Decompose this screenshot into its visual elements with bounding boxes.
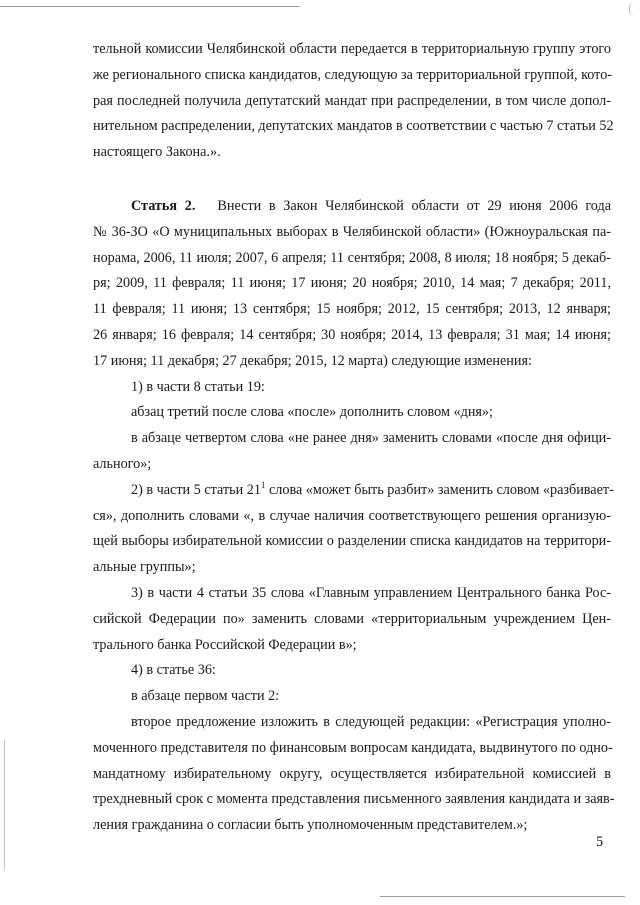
text-line: сийской Федерации по» заменить словами «территориальным учреждением Цен- <box>93 610 611 627</box>
text-fragment: 2) в части 5 статьи 21 <box>131 481 261 498</box>
text-line: абзац третий после слова «после» дополнить словом «дня»; <box>131 404 493 421</box>
text-line: № 36-ЗО «О муниципальных выборах в Челябинской области» (Южноуральская па- <box>93 223 611 240</box>
page-number: 5 <box>596 834 604 850</box>
text-line: альные группы»; <box>93 559 196 576</box>
text-line: 3) в части 4 статьи 35 слова «Главным управлением Центрального банка Рос- <box>131 584 611 601</box>
text-line: тельной комиссии Челябинской области передается в территориальную группу этого <box>93 41 611 57</box>
continuation-paragraph <box>93 37 614 166</box>
text-line: в абзаце первом части 2: <box>131 688 280 705</box>
text-line: ря; 2009, 11 февраля; 11 июня; 17 июня; 20 ноября; 2010, 14 мая; 7 декабря; 2011, <box>93 275 611 292</box>
text-line: трехдневный срок с момента представления письменного заявления кандидата и заяв- <box>93 791 615 808</box>
text-line: трального банка Российской Федерации в»; <box>93 636 357 653</box>
article-title: Статья 2. <box>131 197 196 214</box>
text-line: 26 января; 16 февраля; 14 сентября; 30 ноября; 2014, 13 февраля; 31 мая; 14 июня; <box>93 326 611 343</box>
text-line: ся», дополнить словами «, в случае наличия соответствующего решения организую- <box>93 507 611 524</box>
scan-top-edge-line <box>0 6 300 7</box>
text-line: второе предложение изложить в следующей редакции: «Регистрация уполно- <box>131 713 611 730</box>
text-line: щей выборы избирательной комиссии о разделении списка кандидатов на территори- <box>93 533 611 550</box>
text-line: мандатному избирательному округу, осуществляется избирательной комиссией в <box>93 765 611 782</box>
text-line: настоящего Закона.». <box>93 144 221 161</box>
scan-corner-mark <box>629 2 636 16</box>
text-line: норама, 2006, 11 июля; 2007, 6 апреля; 11 сентября; 2008, 8 июля; 18 ноября; 5 декаб- <box>93 249 611 266</box>
text-line: же регионального списка кандидатов, следующую за территориальной группой, кото- <box>93 66 613 83</box>
text-line: нительном распределении, депутатских мандатов в соответствии с частью 7 статьи 52 <box>93 118 614 135</box>
article-2 <box>93 194 611 375</box>
text-line: в абзаце четвертом слова «не ранее дня» заменить словами «после дня офици- <box>131 430 611 447</box>
superscript-index: 1 <box>260 479 266 490</box>
item-2-first-line <box>93 478 614 504</box>
text-line: рая последней получила депутатский мандат при распределении, в том числе допол- <box>93 92 611 109</box>
document-body <box>93 37 615 839</box>
text-fragment: слова «может быть разбит» заменить словом «разбивает- <box>265 481 614 498</box>
amendment-item-2 <box>93 478 614 581</box>
text-line: моченного представителя по финансовым вопросам кандидата, выдвинутого по одно- <box>93 739 613 756</box>
text-line: ления гражданина о согласии быть уполномоченным представителем.»; <box>93 817 528 834</box>
item-heading: 4) в статье 36: <box>131 662 216 679</box>
scan-left-margin-mark <box>4 740 5 870</box>
text-line: ального»; <box>93 455 152 472</box>
item-heading: 1) в части 8 статьи 19: <box>131 378 265 395</box>
article-2-first-line <box>93 194 611 220</box>
text-line: Внести в Закон Челябинской области от 29 июня 2006 года <box>217 197 612 214</box>
amendment-item-4 <box>93 658 615 839</box>
amendment-item-3 <box>93 581 611 658</box>
text-line: 17 июня; 11 декабря; 27 декабря; 2015, 12 марта) следующие изменения: <box>93 352 532 369</box>
paragraph-gap <box>93 166 611 194</box>
text-line: 11 февраля; 11 июня; 13 сентября; 15 ноября; 2012, 15 сентября; 2013, 12 января; <box>93 301 611 318</box>
amendment-item-1 <box>93 375 611 478</box>
scan-bottom-edge-line <box>380 896 625 897</box>
